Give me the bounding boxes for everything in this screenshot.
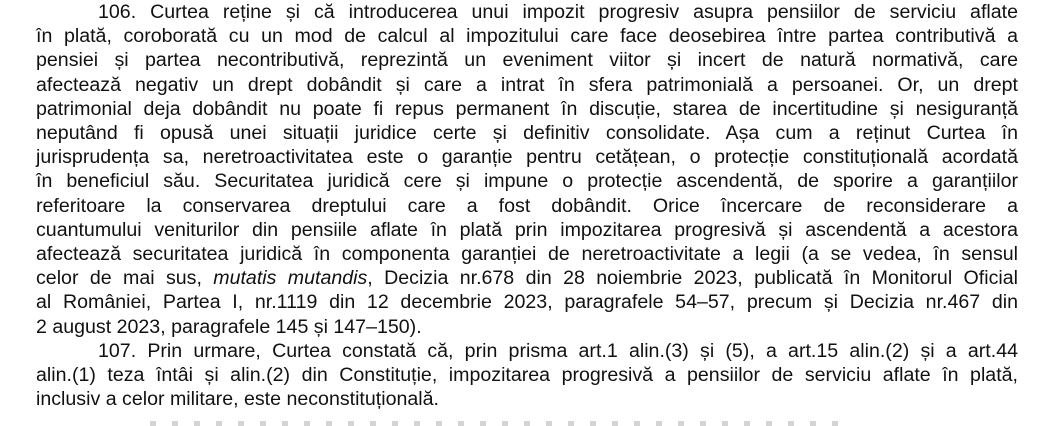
text-line: în plată, coroborată cu un mod de calcul al impozitului care face deosebirea între partea contributivă a — [36, 25, 1018, 48]
text-line: inclusiv a celor militare, este neconstituțională. — [36, 388, 439, 411]
paragraph-106 — [36, 0, 1018, 339]
text-line: afectează securitatea juridică în componenta garanției de neretroactivitate a legii (a se vedea, în sensul — [36, 243, 1018, 266]
italic-phrase: mutatis mutandis — [213, 267, 368, 290]
text-segment: , Decizia nr.678 din 28 noiembrie 2023, publicată în Monitorul Oficial — [367, 267, 1018, 290]
paragraph-107 — [36, 339, 1018, 412]
text-line: 2 august 2023, paragrafele 145 și 147–150). — [36, 315, 422, 338]
text-line: afectează negativ un drept dobândit și care a intrat în sfera patrimonială a persoanei. Or, un drept — [36, 73, 1018, 96]
text-line: referitoare la conservarea dreptului care a fost dobândit. Orice încercare de reconsiderare a — [36, 194, 1018, 217]
text-line: 107. Prin urmare, Curtea constată că, prin prisma art.1 alin.(3) și (5), a art.15 alin.(2) și a art.44 — [98, 339, 1018, 362]
text-line: jurisprudența sa, neretroactivitatea este o garanție pentru cetățean, o protecție constituțională acordată — [36, 146, 1018, 169]
text-line: alin.(1) teza întâi și alin.(2) din Constituție, impozitarea progresivă a pensiilor de serviciu aflate în plată, — [36, 364, 1018, 387]
text-line: al României, Partea I, nr.1119 din 12 decembrie 2023, paragrafele 54–57, precum și Decizia nr.467 din — [36, 291, 1018, 314]
text-line: 106. Curtea reține și că introducerea unui impozit progresiv asupra pensiilor de serviciu aflate — [98, 1, 1018, 23]
text-line: neputând fi opusă unei situații juridice certe și definitiv consolidate. Așa cum a reținut Curtea în — [36, 122, 1018, 145]
text-line-mixed — [36, 266, 1018, 290]
text-line: cuantumului veniturilor din pensiile aflate în plată prin impozitarea progresivă și ascendentă a acestora — [36, 218, 1018, 241]
cut-off-next-line — [150, 421, 850, 426]
text-line: în beneficiul său. Securitatea juridică cere și impune o protecție ascendentă, de sporire a garanțiilor — [36, 170, 1018, 193]
text-segment: celor de mai sus, — [36, 267, 214, 290]
text-line: pensiei și partea necontributivă, reprezintă un eveniment viitor și incert de natură normativă, care — [36, 49, 1018, 72]
text-line: patrimonial deja dobândit nu poate fi repus permanent în discuție, starea de incertitudine și nesiguranță — [36, 97, 1018, 120]
document-page — [36, 0, 1018, 411]
